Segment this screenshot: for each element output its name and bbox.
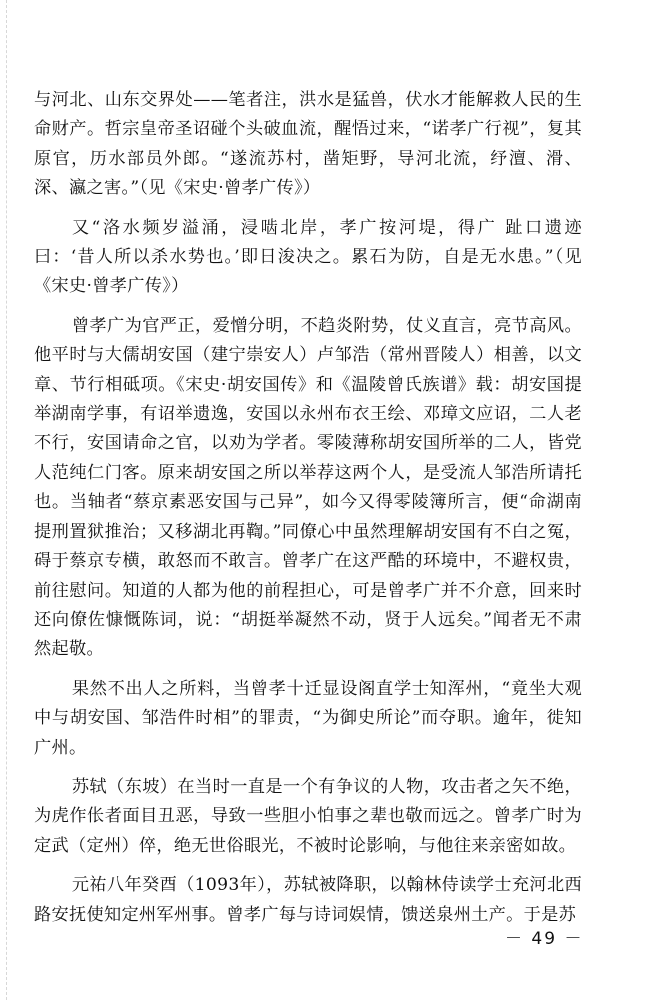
- paragraph-3: 曾孝广为官严正，爱憎分明，不趋炎附势，仗义直言，亮节高风。他平时与大儒胡安国（建宁崇安人）卢邹浩（常州晋陵人）相善，以文章、节行相砥项。《宋史·胡安国传》和《温陵曾氏族谱》载：胡安国提举湖南学事，有诏举遗逸，安国以永州布衣王绘、邓璋文应诏，二人老不行，安国请命之官，以劝为学者。零陵薄称胡安国所举的二人，皆党人范纯仁门客。原来胡安国之所以举荐这两个人，是受流人邹浩所请托也。当轴者“蔡京素恶安国与己异”，如今又得零陵簿所言，便“命湖南提刑置狱推治；又移湖北再鞫。”同僚心中虽然理解胡安国有不白之冤，碍于蔡京专横，敢怒而不敢言。曾孝广在这严酷的环境中，不避权贵，前往慰问。知道的人都为他的前程担心，可是曾孝广并不介意，回来时还向僚佐慷慨陈词，说：“胡挺举凝然不动，贤于人远矣。”闻者无不肃然起敬。: [34, 315, 582, 660]
- paragraph-1: 与河北、山东交界处——笔者注，洪水是猛兽，伏水才能解救人民的生命财产。哲宗皇帝圣诏碰个头破血流，醒悟过来，“诺孝广行视”，复其原官，历水部员外郎。“遂流苏村，凿矩野，导河北流，纾澶、滑、深、瀛之害。”（见《宋史·曾孝广传》）: [34, 90, 582, 199]
- page-number: － 49 －: [505, 929, 584, 949]
- paragraph-2: 又“洛水频岁溢涌，浸啮北岸，孝广按河堤，得广 趾口遗迹曰：‘昔人所以杀水势也。’即日浚决之。累石为防，自是无水患。”（见《宋史·曾孝广传》）: [34, 217, 582, 297]
- paragraph-5: 苏轼（东坡）在当时一直是一个有争议的人物，攻击者之矢不绝，为虎作伥者面目丑恶，导致一些胆小怕事之辈也敬而远之。曾孝广时为定武（定州）倅，绝无世俗眼光，不被时论影响，与他往来亲密如故。: [34, 776, 582, 856]
- paragraph-4: 果然不出人之所料，当曾孝十迁显设阁直学士知浑州，“竟坐大观中与胡安国、邹浩件时相”的罪责，“为御史所论”而夺职。逾年，徙知广州。: [34, 678, 582, 758]
- scan-edge-marks: [6, 0, 8, 1000]
- body-text: [34, 86, 582, 940]
- paragraph-6: 元祐八年癸酉（1093年），苏轼被降职，以翰林侍读学士充河北西路安抚使知定州军州事。曾孝广每与诗词娱情，馈送泉州土产。于是苏: [34, 875, 582, 925]
